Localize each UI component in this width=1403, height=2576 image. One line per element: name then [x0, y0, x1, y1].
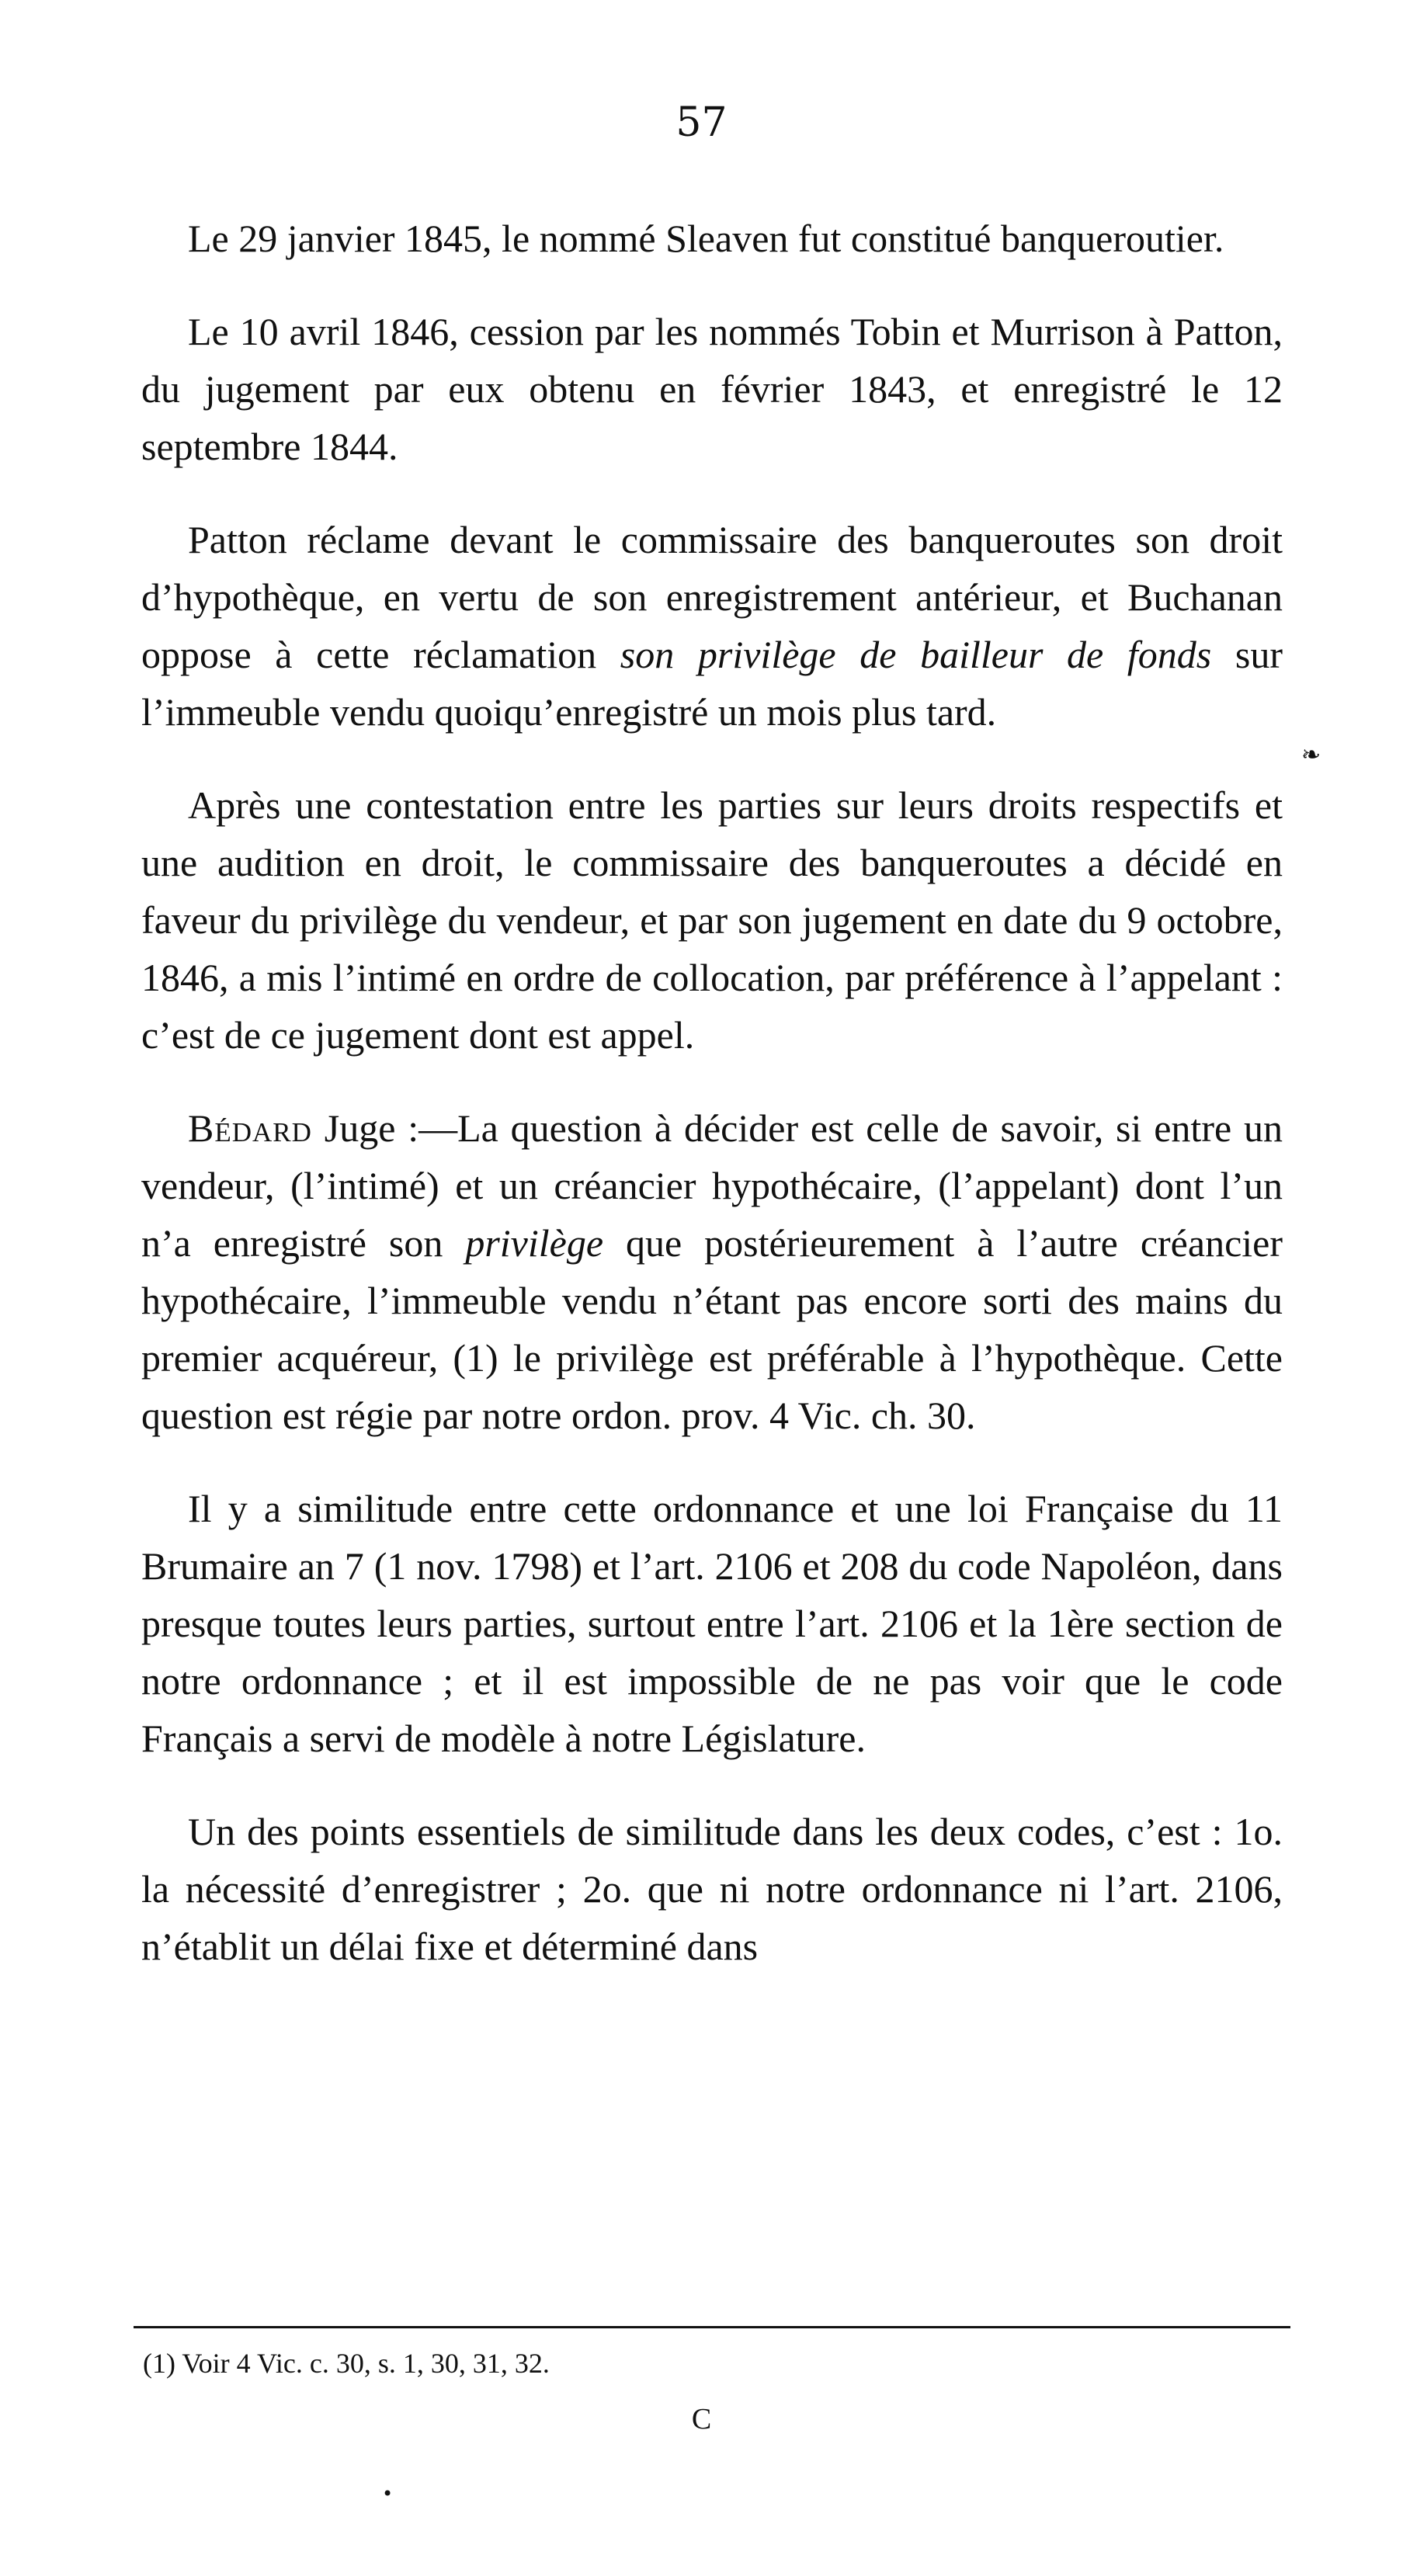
paragraph-6: Il y a similitude entre cette ordonnance et une loi Française du 11 Brumaire an 7 (1 nov. 1798) et l’art. 2106 et 208 du code Napoléon, dans presque toutes leurs parties, surtout entre l’art. 2106 et la 1ère section de notre ordonnance ; et il est impossible de ne pas voir que le code Français a servi de modèle à notre Législature. — [141, 1487, 1283, 1760]
dot-icon: • — [382, 2483, 394, 2505]
judge-name: Bédard — [188, 1106, 312, 1150]
signature-mark: C — [691, 2403, 712, 2435]
paragraph-7: Un des points essentiels de similitude dans les deux codes, c’est : 1o. la nécessité d’enregistrer ; 2o. que ni notre ordonnance ni l’art. 2106, n’établit un délai fixe et déterminé dans — [141, 1810, 1283, 1968]
paragraph-5 — [141, 1099, 1283, 1444]
paragraph-2: Le 10 avril 1846, cession par les nommés Tobin et Murrison à Patton, du jugement par eux obtenu en février 1843, et enregistré le 12 septembre 1844. — [141, 310, 1283, 468]
page-number: 57 — [675, 99, 728, 146]
footnote: (1) Voir 4 Vic. c. 30, s. 1, 30, 31, 32. — [143, 2348, 550, 2379]
paragraph-4: Après une contestation entre les parties sur leurs droits respectifs et une audition en droit, le commissaire des banqueroutes a décidé en faveur du privilège du vendeur, et par son jugement en date du 9 octobre, 1846, a mis l’intimé en ordre de collocation, par préférence à l’appelant : c’est de ce jugement dont est appel. — [141, 783, 1283, 1057]
margin-ornament-icon: ❧ — [1301, 741, 1321, 769]
paragraph-1: Le 29 janvier 1845, le nommé Sleaven fut constitué banqueroutier. — [188, 217, 1224, 260]
italic-word: privilège — [465, 1221, 604, 1265]
paragraph-5-text: Juge :—La question à décider est celle de savoir, si entre un vendeur, (l’intimé) et un créancier hypothécaire, (l’appelant) dont l’un n’a enregistré son — [141, 1106, 1283, 1265]
italic-phrase: son privilège de bailleur de fonds — [620, 633, 1212, 676]
body-text — [141, 210, 1283, 2011]
paragraph-3-text-end: sur l’immeuble vendu quoiqu’enregistré un mois plus tard. — [141, 633, 1283, 734]
paragraph-5-text-end: que postérieurement à l’autre créancier hypothécaire, l’immeuble vendu n’étant pas encore sorti des mains du premier acquéreur, (1) le privilège est préférable à l’hypothèque. Cette question est régie par notre ordon. prov. 4 Vic. ch. 30. — [141, 1221, 1283, 1437]
paragraph-3-text: Patton réclame devant le commissaire des banqueroutes son droit d’hypothèque, en vertu de son enregistrement antérieur, et Buchanan oppose à cette réclamation — [141, 518, 1283, 676]
footnote-divider — [134, 2326, 1290, 2328]
paragraph-3 — [141, 511, 1283, 741]
